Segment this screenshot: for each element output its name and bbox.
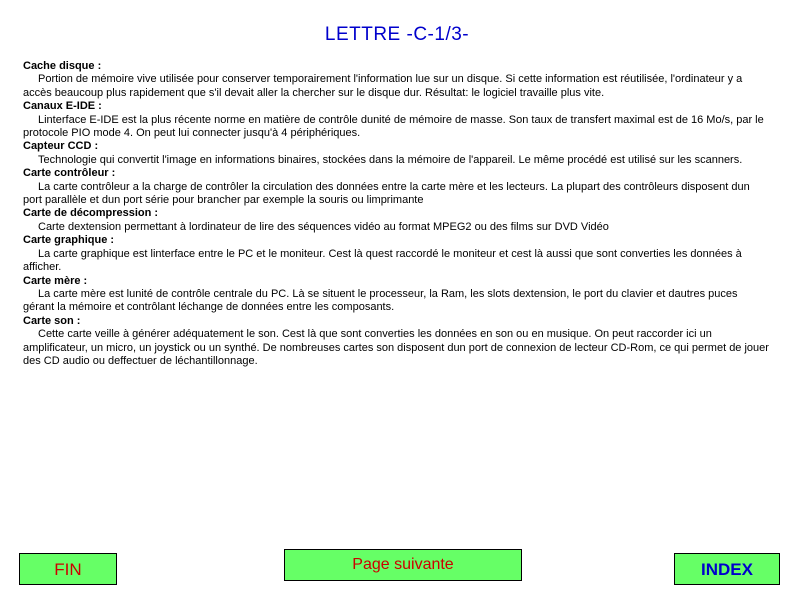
entry-definition: Cette carte veille à générer adéquatement le son. Cest là que sont converties les données en son ou en musique. On peut raccorder ici un amplificateur, un micro, un joystick ou un synthé. De nombreuses cartes son disposent dun port de connexion de lecteur CD-Rom, ce qui permet de jouer des CD audio ou deffectuer de léchantillonnage. bbox=[23, 328, 769, 367]
glossary-content bbox=[23, 60, 771, 368]
glossary-entry bbox=[23, 140, 771, 167]
index-button[interactable]: INDEX bbox=[674, 553, 780, 585]
entry-term: Canaux E-IDE : bbox=[23, 100, 102, 113]
entry-term: Carte de décompression : bbox=[23, 207, 159, 220]
entry-definition: Linterface E-IDE est la plus récente norme en matière de contrôle dunité de mémoire de masse. Son taux de transfert maximal est de 16 Mo/s, par le protocole PIO mode 4. On peut lui connecter jusqu'à 4 périphériques. bbox=[23, 113, 764, 140]
entry-definition: La carte mère est lunité de contrôle centrale du PC. Là se situent le processeur, la Ram, les slots dextension, le port du clavier et dautres puces gérant la mémoire et contrôlant léchange de données entre les composants. bbox=[23, 287, 738, 314]
glossary-entry bbox=[23, 275, 771, 315]
entry-term: Capteur CCD : bbox=[23, 140, 99, 153]
entry-term: Carte contrôleur : bbox=[23, 167, 116, 180]
page-title: LETTRE -C-1/3- bbox=[324, 24, 470, 45]
glossary-entry bbox=[23, 207, 771, 234]
entry-definition: La carte graphique est linterface entre le PC et le moniteur. Cest là quest raccordé le moniteur et cest là aussi que sont converties les données à afficher. bbox=[23, 247, 742, 274]
glossary-entry bbox=[23, 234, 771, 274]
entry-term: Carte graphique : bbox=[23, 234, 115, 247]
entry-term: Carte son : bbox=[23, 314, 81, 327]
entry-term: Carte mère : bbox=[23, 274, 88, 287]
fin-button[interactable]: FIN bbox=[19, 553, 117, 585]
entry-term: Cache disque : bbox=[23, 60, 102, 72]
entry-definition: Portion de mémoire vive utilisée pour conserver temporairement l'information lue sur un disque. Si cette information est réutilisée, l'ordinateur y a accès beaucoup plus rapidement que s'il devait aller la chercher sur le disque dur. Résultat: le logiciel travaille plus vite. bbox=[23, 73, 743, 99]
entry-definition: Technologie qui convertit l'image en informations binaires, stockées dans la mémoire de l'appareil. Le même procédé est utilisé sur les scanners. bbox=[38, 153, 743, 166]
glossary-entry bbox=[23, 60, 771, 100]
next-page-button[interactable]: Page suivante bbox=[284, 549, 522, 581]
entry-definition: Carte dextension permettant à lordinateur de lire des séquences vidéo au format MPEG2 ou des films sur DVD Vidéo bbox=[38, 220, 609, 233]
glossary-entry bbox=[23, 315, 771, 369]
entry-definition: La carte contrôleur a la charge de contrôler la circulation des données entre la carte mère et les lecteurs. La plupart des contrôleurs disposent dun port parallèle et dun port série pour brancher par exemple la souris ou limprimante bbox=[23, 180, 750, 207]
glossary-entry bbox=[23, 100, 771, 140]
glossary-entry bbox=[23, 167, 771, 207]
